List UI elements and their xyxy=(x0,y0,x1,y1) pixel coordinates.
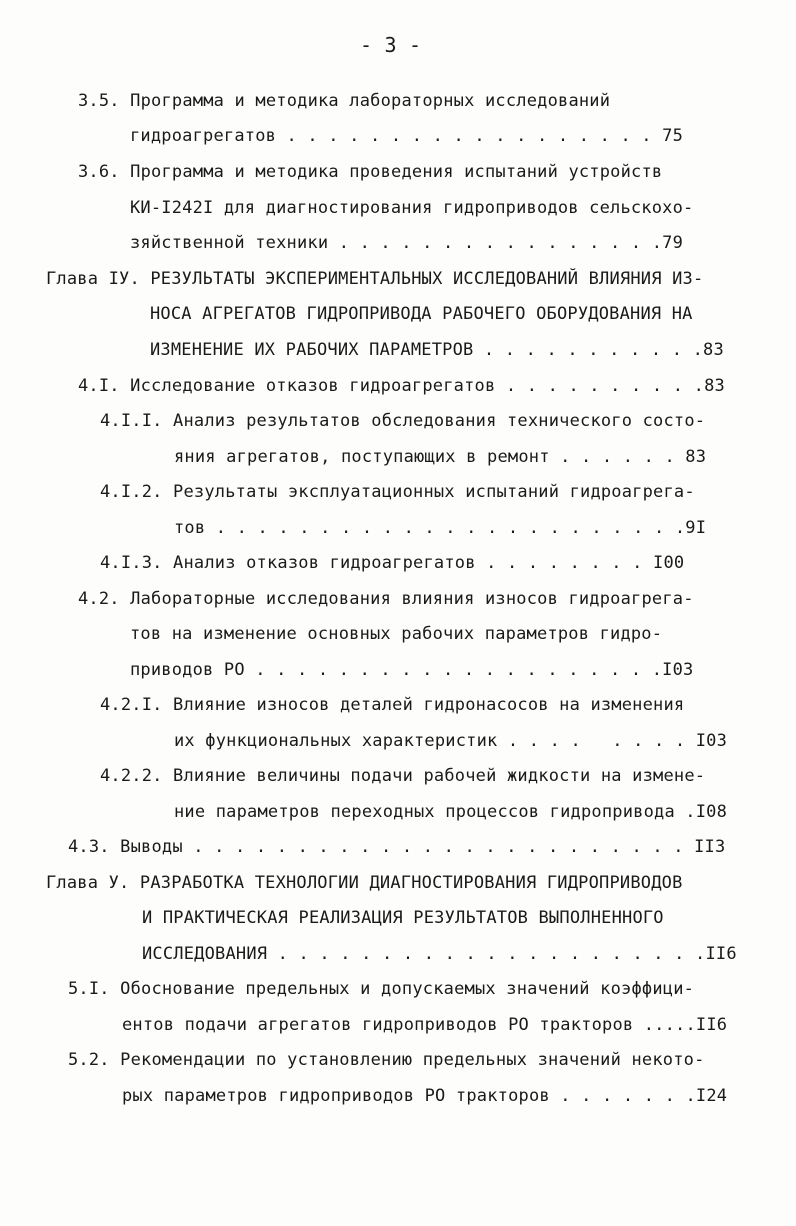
toc-entry-4-2-1-cont: их функциональных характеристик . . . . . . . . I03 xyxy=(174,731,728,751)
toc-chapter-5: Глава У. РАЗРАБОТКА ТЕХНОЛОГИИ ДИАГНОСТИРОВАНИЯ ГИДРОПРИВОДОВ xyxy=(46,873,683,893)
toc-entry-3-6-cont-2: зяйственной техники . . . . . . . . . . . . . . . .79 xyxy=(130,233,684,253)
toc-entry-4-2-cont-2: приводов РО . . . . . . . . . . . . . . . . . . . .I03 xyxy=(130,660,694,680)
toc-entry-3-5-cont: гидроагрегатов . . . . . . . . . . . . . . . . . . 75 xyxy=(130,126,684,146)
toc-entry-4-1: 4.I. Исследование отказов гидроагрегатов . . . . . . . . . .83 xyxy=(78,376,725,396)
toc-entry-4-2-cont-1: тов на изменение основных рабочих параметров гидро- xyxy=(130,624,663,644)
toc-entry-4-2-2: 4.2.2. Влияние величины подачи рабочей жидкости на измене- xyxy=(100,766,706,786)
toc-entry-5-2: 5.2. Рекомендации по установлению предельных значений некото- xyxy=(68,1050,705,1070)
toc-entry-4-2-1: 4.2.I. Влияние износов деталей гидронасосов на изменения xyxy=(100,695,685,715)
toc-chapter-5-cont-1: И ПРАКТИЧЕСКАЯ РЕАЛИЗАЦИЯ РЕЗУЛЬТАТОВ ВЫПОЛНЕННОГО xyxy=(142,908,664,928)
toc-chapter-4-cont-1: НОСА АГРЕГАТОВ ГИДРОПРИВОДА РАБОЧЕГО ОБОРУДОВАНИЯ НА xyxy=(150,304,693,324)
toc-entry-3-6: 3.6. Программа и методика проведения испытаний устройств xyxy=(78,162,663,182)
toc-entry-5-1-cont: ентов подачи агрегатов гидроприводов РО тракторов .....II6 xyxy=(122,1015,728,1035)
toc-entry-3-6-cont-1: КИ-I242I для диагностирования гидроприводов сельскохо- xyxy=(130,198,694,218)
toc-entry-4-2: 4.2. Лабораторные исследования влияния износов гидроагрега- xyxy=(78,589,694,609)
toc-chapter-4-cont-2: ИЗМЕНЕНИЕ ИХ РАБОЧИХ ПАРАМЕТРОВ . . . . . . . . . . .83 xyxy=(150,340,724,360)
toc-chapter-4: Глава IУ. РЕЗУЛЬТАТЫ ЭКСПЕРИМЕНТАЛЬНЫХ ИССЛЕДОВАНИЙ ВЛИЯНИЯ ИЗ- xyxy=(46,269,704,289)
toc-entry-3-5: 3.5. Программа и методика лабораторных исследований xyxy=(78,91,611,111)
toc-entry-4-1-1-cont: яния агрегатов, поступающих в ремонт . . . . . . 83 xyxy=(174,447,707,467)
toc-entry-4-2-2-cont: ние параметров переходных процессов гидропривода .I08 xyxy=(174,802,728,822)
toc-entry-4-1-2-cont: тов . . . . . . . . . . . . . . . . . . . . . . .9I xyxy=(174,518,707,538)
toc-entry-4-1-3: 4.I.3. Анализ отказов гидроагрегатов . . . . . . . . I00 xyxy=(100,553,685,573)
toc-entry-5-2-cont: рых параметров гидроприводов РО тракторов . . . . . . .I24 xyxy=(122,1086,728,1106)
toc-entry-4-1-1: 4.I.I. Анализ результатов обследования технического состо- xyxy=(100,411,706,431)
toc-entry-5-1: 5.I. Обоснование предельных и допускаемых значений коэффици- xyxy=(68,979,695,999)
toc-entry-4-1-2: 4.I.2. Результаты эксплуатационных испытаний гидроагрега- xyxy=(100,482,695,502)
toc-chapter-5-cont-2: ИССЛЕДОВАНИЯ . . . . . . . . . . . . . . . . . . . . .II6 xyxy=(142,944,737,964)
page-number: - 3 - xyxy=(360,33,422,57)
toc-entry-4-3: 4.3. Выводы . . . . . . . . . . . . . . . . . . . . . . . . II3 xyxy=(68,837,726,857)
